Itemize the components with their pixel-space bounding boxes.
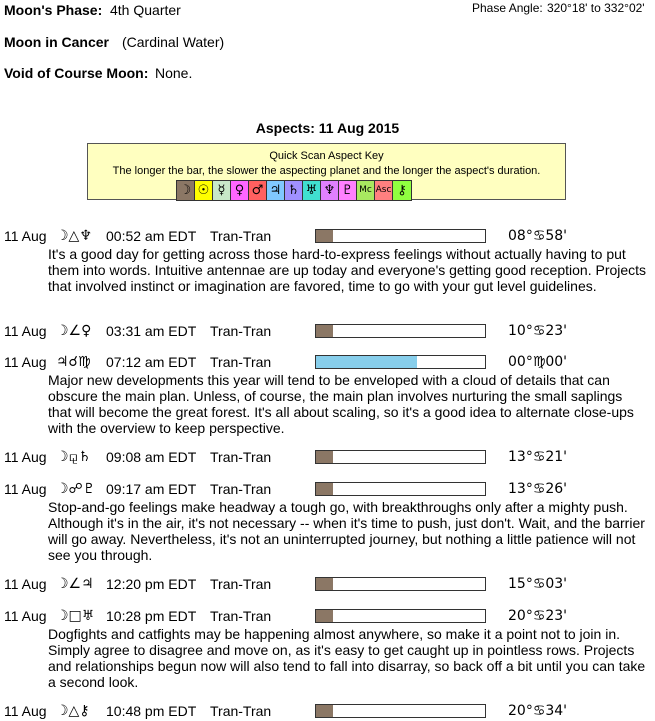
aspect-duration-fill [316, 451, 333, 463]
void-value: None. [155, 65, 193, 81]
aspect-duration-bar [315, 704, 486, 718]
aspect-key-cell: ♅ [303, 181, 321, 200]
aspect-glyphs: ☽⚼♄ [56, 449, 91, 465]
aspect-position: 20°♋23' [508, 608, 568, 624]
phase-angle-label: Phase Angle: [472, 1, 543, 15]
phase-angle-value: 320°18' to 332°02' [547, 1, 645, 15]
aspect-duration-bar [315, 324, 486, 338]
aspect-type: Tran-Tran [210, 608, 272, 624]
aspect-type: Tran-Tran [210, 576, 272, 592]
aspect-position: 08°♋58' [508, 228, 568, 244]
aspect-key-cell: Mc [357, 181, 375, 200]
aspect-key-cell: ♀ [231, 181, 249, 200]
aspect-date: 11 Aug [4, 481, 47, 497]
void-label: Void of Course Moon: [4, 65, 149, 81]
aspect-time: 07:12 am EDT [106, 354, 197, 370]
aspect-date: 11 Aug [4, 608, 47, 624]
aspect-key-cell: ☿ [213, 181, 231, 200]
aspect-position: 13°♋21' [508, 449, 568, 465]
aspect-duration-bar [315, 450, 486, 464]
aspect-glyphs: ☽△⚷ [56, 703, 90, 719]
aspect-description: Dogfights and catfights may be happening almost anywhere, so make it a point not to join in. Simply agree to disagree and move on, as it's easy to get caught up in pointless rows. Projects and relationships begun now will also tend to fall into disarray, so back off a bit until you can take a second look. [48, 626, 646, 690]
aspect-position: 13°♋26' [508, 481, 568, 497]
aspect-description: Stop-and-go feelings make headway a tough go, with breakthroughs only after a mighty push. Although it's in the air, it's not necessary -- when it's time to push, just don't. Wait, and the barrier will go away. Nevertheless, it's not an uninterrupted journey, but nothing a little patience will not see you through. [48, 499, 645, 563]
aspect-duration-bar [315, 229, 486, 243]
aspect-key-box [87, 143, 566, 200]
phase-value: 4th Quarter [110, 2, 181, 18]
aspect-key-title: Quick Scan Aspect Key [269, 150, 384, 162]
moon-in-label: Moon in Cancer [4, 34, 110, 50]
aspect-time: 09:17 am EDT [106, 481, 197, 497]
aspect-key-strip [176, 180, 412, 201]
aspect-date: 11 Aug [4, 449, 47, 465]
aspect-key-cell: ♄ [285, 181, 303, 200]
aspect-key-cell: ☽ [177, 181, 195, 200]
aspect-type: Tran-Tran [210, 703, 272, 719]
aspect-duration-bar [315, 482, 486, 496]
aspect-type: Tran-Tran [210, 323, 272, 339]
aspect-glyphs: ☽☍♇ [56, 481, 96, 497]
aspect-duration-fill [316, 230, 333, 242]
aspect-key-cell: Asc [375, 181, 393, 200]
aspect-glyphs: ♃☌♍ [56, 354, 91, 370]
aspect-date: 11 Aug [4, 703, 47, 719]
aspect-position: 10°♋23' [508, 323, 568, 339]
aspect-duration-fill [316, 610, 333, 622]
aspect-glyphs: ☽□♅ [56, 608, 95, 624]
aspect-glyphs: ☽∠♀ [56, 323, 92, 339]
aspect-description: It's a good day for getting across those hard-to-express feelings without actually having to put them into words. Intuitive antennae are up today and everyone's getting good reception. Projects that involved instinct or imagination are favored, time to go with your gut level guidelines. [48, 246, 647, 294]
aspect-type: Tran-Tran [210, 449, 272, 465]
aspect-duration-fill [316, 578, 333, 590]
aspect-key-text: The longer the bar, the slower the aspecting planet and the longer the aspect's duration. [112, 165, 541, 177]
aspect-time: 10:48 pm EDT [106, 703, 197, 719]
aspect-duration-bar [315, 355, 486, 369]
aspect-position: 20°♋34' [508, 703, 568, 719]
aspect-type: Tran-Tran [210, 228, 272, 244]
aspect-duration-fill [316, 483, 333, 495]
aspect-key-cell: ☉ [195, 181, 213, 200]
aspect-key-cell: ♃ [267, 181, 285, 200]
moon-in-value: (Cardinal Water) [122, 34, 225, 50]
aspect-key-cell: ⚷ [393, 181, 411, 200]
aspect-date: 11 Aug [4, 323, 47, 339]
aspect-date: 11 Aug [4, 228, 47, 244]
aspect-duration-bar [315, 609, 486, 623]
aspect-position: 15°♋03' [508, 576, 568, 592]
aspect-glyphs: ☽△♆ [56, 228, 92, 244]
aspect-key-cell: ♇ [339, 181, 357, 200]
aspect-time: 09:08 am EDT [106, 449, 197, 465]
aspect-time: 03:31 am EDT [106, 323, 197, 339]
aspect-date: 11 Aug [4, 576, 47, 592]
aspect-duration-fill [316, 356, 417, 368]
aspect-key-cell: ♂ [249, 181, 267, 200]
aspect-type: Tran-Tran [210, 354, 272, 370]
aspect-type: Tran-Tran [210, 481, 272, 497]
aspect-duration-bar [315, 577, 486, 591]
aspect-time: 12:20 pm EDT [106, 576, 197, 592]
aspect-key-cell: ♆ [321, 181, 339, 200]
aspect-glyphs: ☽∠♃ [56, 576, 94, 592]
aspect-date: 11 Aug [4, 354, 47, 370]
aspect-time: 10:28 pm EDT [106, 608, 197, 624]
aspect-description: Major new developments this year will tend to be enveloped with a cloud of details that can obscure the main plan. Unless, of course, the main plan involves nurturing the small saplings that will become the great forest. It's all about scaling, so it's a good idea to alternate close-ups with the overview to keep perspective. [48, 372, 634, 436]
phase-label: Moon's Phase: [4, 2, 103, 18]
aspect-time: 00:52 am EDT [106, 228, 197, 244]
aspect-duration-fill [316, 325, 333, 337]
aspects-title: Aspects: 11 Aug 2015 [255, 120, 400, 136]
aspect-duration-fill [316, 705, 333, 717]
aspect-position: 00°♍00' [508, 354, 568, 370]
